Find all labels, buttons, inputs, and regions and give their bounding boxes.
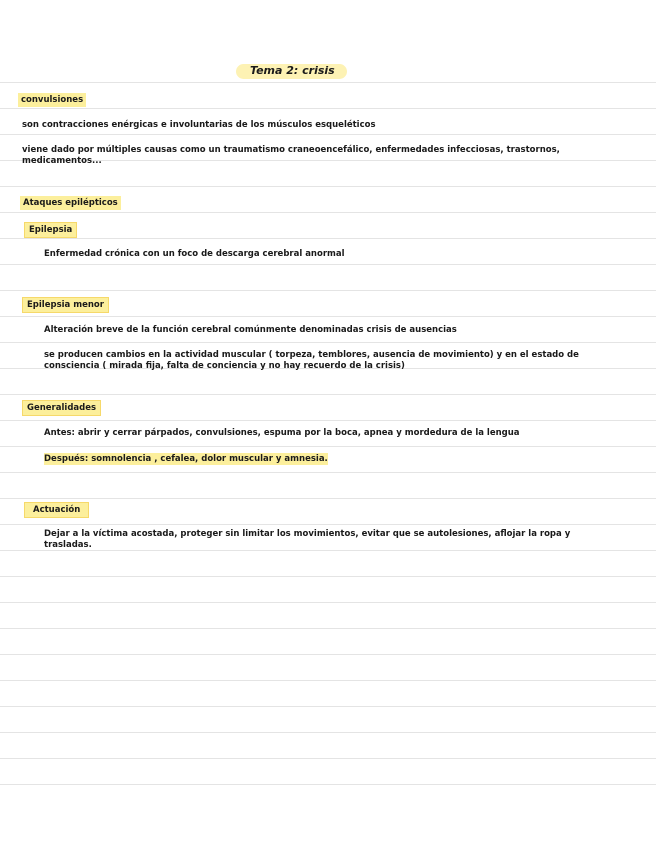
heading-epilepsia: Epilepsia [24,222,77,238]
generalidades-despues: Después: somnolencia , cefalea, dolor muscular y amnesia. [44,454,328,464]
epilepsia-definition: Enfermedad crónica con un foco de descarga cerebral anormal [44,249,345,259]
rule-line [0,420,656,421]
rule-line [0,472,656,473]
rule-line [0,394,656,395]
rule-line [0,706,656,707]
generalidades-antes: Antes: abrir y cerrar párpados, convulsiones, espuma por la boca, apnea y mordedura de la lengua [44,428,520,438]
rule-line [0,212,656,213]
convulsiones-causes: viene dado por múltiples causas como un traumatismo craneoencefálico, enfermedades infecciosas, trastornos, medicamentos... [22,145,560,166]
rule-line [0,82,656,83]
rule-line [0,602,656,603]
rule-line [0,342,656,343]
rule-line [0,446,656,447]
rule-line [0,290,656,291]
rule-line [0,784,656,785]
rule-line [0,680,656,681]
convulsiones-definition: son contracciones enérgicas e involuntarias de los músculos esqueléticos [22,120,376,130]
rule-line [0,134,656,135]
rule-line [0,108,656,109]
rule-line [0,264,656,265]
heading-actuacion: Actuación [24,502,89,518]
heading-epilepsia-menor: Epilepsia menor [22,297,109,313]
rule-line [0,498,656,499]
epilepsia-menor-line-2: se producen cambios en la actividad muscular ( torpeza, temblores, ausencia de movimiento) y en el estado de consciencia ( mirada fija, falta de conciencia y no hay recuerdo de la crisis) [44,350,579,371]
rule-line [0,238,656,239]
rule-line [0,524,656,525]
rule-line [0,758,656,759]
rule-line [0,316,656,317]
actuacion-text: Dejar a la víctima acostada, proteger sin limitar los movimientos, evitar que se autolesiones, aflojar la ropa y trasladas. [44,529,571,550]
heading-generalidades: Generalidades [22,400,101,416]
heading-convulsiones: convulsiones [18,93,86,107]
rule-line [0,654,656,655]
rule-line [0,732,656,733]
page-title: Tema 2: crisis [236,64,347,79]
rule-line [0,576,656,577]
rule-line [0,628,656,629]
heading-ataques-epilepticos: Ataques epilépticos [20,196,121,210]
epilepsia-menor-line-1: Alteración breve de la función cerebral comúnmente denominadas crisis de ausencias [44,325,457,335]
rule-line [0,186,656,187]
